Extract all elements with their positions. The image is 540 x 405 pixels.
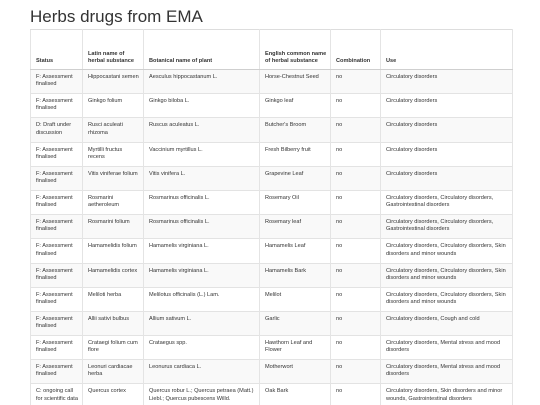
latin-name-cell: Myrtilli fructus recens (83, 142, 144, 166)
botanical-name-cell: Ginkgo biloba L. (144, 94, 260, 118)
combination-cell: no (331, 384, 381, 405)
use-cell: Circulatory disorders, Cough and cold (381, 311, 513, 335)
status-cell: F: Assessment finalised (31, 360, 83, 384)
page-title: Herbs drugs from EMA (30, 7, 203, 26)
english-name-cell: Fresh Bilberry fruit (260, 142, 331, 166)
table-row (31, 287, 513, 311)
botanical-name-cell: Vaccinium myrtillus L. (144, 142, 260, 166)
english-name-cell: Horse-Chestnut Seed (260, 70, 331, 94)
combination-cell: no (331, 94, 381, 118)
botanical-name-cell: Ruscus aculeatus L. (144, 118, 260, 142)
combination-cell: no (331, 142, 381, 166)
status-cell: F: Assessment finalised (31, 190, 83, 214)
english-name-cell: Grapevine Leaf (260, 166, 331, 190)
status-cell: F: Assessment finalised (31, 336, 83, 360)
botanical-name-cell: Hamamelis virginiana L. (144, 263, 260, 287)
botanical-name-cell: Vitis vinifera L. (144, 166, 260, 190)
use-cell: Circulatory disorders (381, 70, 513, 94)
use-cell: Circulatory disorders (381, 166, 513, 190)
latin-name-cell: Quercus cortex (83, 384, 144, 405)
column-header-use[interactable]: Use (381, 30, 513, 70)
table-body (31, 70, 513, 405)
use-cell: Circulatory disorders (381, 142, 513, 166)
latin-name-cell: Leonuri cardiacae herba (83, 360, 144, 384)
status-cell: F: Assessment finalised (31, 166, 83, 190)
english-name-cell: Hamamelis Leaf (260, 239, 331, 263)
use-cell: Circulatory disorders, Circulatory disorders, Gastrointestinal disorders (381, 215, 513, 239)
use-cell: Circulatory disorders, Circulatory disorders, Skin disorders and minor wounds (381, 263, 513, 287)
latin-name-cell: Hamamelidis folium (83, 239, 144, 263)
latin-name-cell: Hamamelidis cortex (83, 263, 144, 287)
status-cell: F: Assessment finalised (31, 263, 83, 287)
column-header-latin-name[interactable]: Latin name of herbal substance (83, 30, 144, 70)
english-name-cell: Rosemary Oil (260, 190, 331, 214)
botanical-name-cell: Aesculus hippocastanum L. (144, 70, 260, 94)
status-cell: F: Assessment finalised (31, 70, 83, 94)
combination-cell: no (331, 70, 381, 94)
latin-name-cell: Ginkgo folium (83, 94, 144, 118)
english-name-cell: Ginkgo leaf (260, 94, 331, 118)
english-name-cell: Garlic (260, 311, 331, 335)
column-header-english-name[interactable]: English common name of herbal substance (260, 30, 331, 70)
botanical-name-cell: Crataegus spp. (144, 336, 260, 360)
combination-cell: no (331, 311, 381, 335)
use-cell: Circulatory disorders, Circulatory disorders, Skin disorders and minor wounds (381, 287, 513, 311)
latin-name-cell: Vitis viniferae folium (83, 166, 144, 190)
table-row (31, 94, 513, 118)
english-name-cell: Melilot (260, 287, 331, 311)
latin-name-cell: Rosmarini folium (83, 215, 144, 239)
english-name-cell: Butcher's Broom (260, 118, 331, 142)
status-cell: C: ongoing call for scientific data (31, 384, 83, 405)
status-cell: F: Assessment finalised (31, 311, 83, 335)
combination-cell: no (331, 360, 381, 384)
botanical-name-cell: Melilotus officinalis (L.) Lam. (144, 287, 260, 311)
combination-cell: no (331, 118, 381, 142)
botanical-name-cell: Allium sativum L. (144, 311, 260, 335)
english-name-cell: Motherwort (260, 360, 331, 384)
table-header-row (31, 30, 513, 70)
combination-cell: no (331, 336, 381, 360)
combination-cell: no (331, 287, 381, 311)
botanical-name-cell: Hamamelis virginiana L. (144, 239, 260, 263)
herbs-table (30, 29, 513, 405)
use-cell: Circulatory disorders, Skin disorders and minor wounds, Gastrointestinal disorders (381, 384, 513, 405)
column-header-combination[interactable]: Combination (331, 30, 381, 70)
botanical-name-cell: Quercus robur L.; Quercus petraea (Matt.) Liebl.; Quercus pubescens Willd. (144, 384, 260, 405)
botanical-name-cell: Rosmarinus officinalis L. (144, 215, 260, 239)
table-row (31, 384, 513, 405)
table-row (31, 142, 513, 166)
status-cell: F: Assessment finalised (31, 287, 83, 311)
use-cell: Circulatory disorders, Circulatory disorders, Gastrointestinal disorders (381, 190, 513, 214)
status-cell: F: Assessment finalised (31, 215, 83, 239)
table-row (31, 239, 513, 263)
botanical-name-cell: Leonurus cardiaca L. (144, 360, 260, 384)
botanical-name-cell: Rosmarinus officinalis L. (144, 190, 260, 214)
latin-name-cell: Rusci aculeati rhizoma (83, 118, 144, 142)
status-cell: F: Assessment finalised (31, 94, 83, 118)
combination-cell: no (331, 215, 381, 239)
combination-cell: no (331, 190, 381, 214)
status-cell: F: Assessment finalised (31, 239, 83, 263)
latin-name-cell: Crataegi folium cum flore (83, 336, 144, 360)
use-cell: Circulatory disorders, Mental stress and mood disorders (381, 336, 513, 360)
combination-cell: no (331, 166, 381, 190)
latin-name-cell: Hippocastani semen (83, 70, 144, 94)
table-row (31, 70, 513, 94)
english-name-cell: Hawthorn Leaf and Flower (260, 336, 331, 360)
use-cell: Circulatory disorders (381, 118, 513, 142)
table-row (31, 166, 513, 190)
use-cell: Circulatory disorders (381, 94, 513, 118)
combination-cell: no (331, 263, 381, 287)
status-cell: D: Draft under discussion (31, 118, 83, 142)
table-row (31, 215, 513, 239)
english-name-cell: Rosemary leaf (260, 215, 331, 239)
table-row (31, 311, 513, 335)
column-header-botanical-name[interactable]: Botanical name of plant (144, 30, 260, 70)
status-cell: F: Assessment finalised (31, 142, 83, 166)
use-cell: Circulatory disorders, Circulatory disorders, Skin disorders and minor wounds (381, 239, 513, 263)
combination-cell: no (331, 239, 381, 263)
column-header-status[interactable]: Status (31, 30, 83, 70)
table-row (31, 263, 513, 287)
latin-name-cell: Allii sativi bulbus (83, 311, 144, 335)
english-name-cell: Oak Bark (260, 384, 331, 405)
table-row (31, 336, 513, 360)
english-name-cell: Hamamelis Bark (260, 263, 331, 287)
use-cell: Circulatory disorders, Mental stress and mood disorders (381, 360, 513, 384)
table-row (31, 360, 513, 384)
latin-name-cell: Rosmarini aetheroleum (83, 190, 144, 214)
table-row (31, 118, 513, 142)
table-row (31, 190, 513, 214)
latin-name-cell: Meliloti herba (83, 287, 144, 311)
